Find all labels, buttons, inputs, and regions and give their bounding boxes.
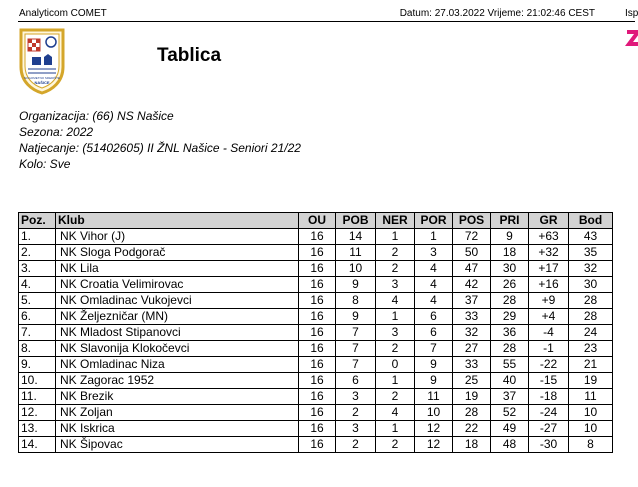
cell-draws: 2 [376,437,415,453]
column-header-played: OU [299,213,336,229]
cell-club: NK Zoljan [56,405,299,421]
cell-wins: 6 [336,373,376,389]
cell-club: NK Zagorac 1952 [56,373,299,389]
print-datetime: Datum: 27.03.2022 Vrijeme: 21:02:46 CEST [399,8,595,19]
table-row [19,309,613,325]
cell-goal-diff: +16 [529,277,569,293]
round-line: Kolo: Sve [19,157,71,171]
cell-draws: 1 [376,309,415,325]
column-header-losses: POR [415,213,453,229]
cell-wins: 11 [336,245,376,261]
cell-club: NK Brezik [56,389,299,405]
cell-losses: 12 [415,421,453,437]
cell-played: 16 [299,373,336,389]
cell-losses: 6 [415,309,453,325]
cell-losses: 10 [415,405,453,421]
cell-goal-diff: -18 [529,389,569,405]
cell-goal-diff: +63 [529,229,569,245]
cell-wins: 7 [336,325,376,341]
cell-draws: 3 [376,277,415,293]
cell-draws: 2 [376,389,415,405]
cell-club: NK Slavonija Klokočevci [56,341,299,357]
table-row [19,437,613,453]
cell-goals-for: 47 [453,261,491,277]
cell-points: 8 [569,437,613,453]
cell-position: 10. [19,373,56,389]
column-header-wins: POB [336,213,376,229]
cell-position: 2. [19,245,56,261]
corner-accent-icon [626,30,635,62]
table-row [19,341,613,357]
cell-goals-for: 19 [453,389,491,405]
table-row [19,293,613,309]
cell-position: 4. [19,277,56,293]
cell-wins: 9 [336,277,376,293]
cell-points: 11 [569,389,613,405]
cell-points: 23 [569,341,613,357]
table-row [19,325,613,341]
cell-goals-against: 28 [491,341,529,357]
cell-wins: 2 [336,405,376,421]
cell-draws: 4 [376,293,415,309]
app-name: Analyticom COMET [19,8,107,19]
cell-draws: 2 [376,341,415,357]
competition-info [19,108,301,172]
cell-goals-against: 48 [491,437,529,453]
table-row [19,405,613,421]
cell-played: 16 [299,293,336,309]
cell-goal-diff: -1 [529,341,569,357]
cell-goals-against: 52 [491,405,529,421]
cell-goals-for: 33 [453,357,491,373]
cell-losses: 12 [415,437,453,453]
cell-goals-for: 32 [453,325,491,341]
table-row [19,421,613,437]
cell-points: 21 [569,357,613,373]
cell-draws: 2 [376,261,415,277]
cell-goals-against: 49 [491,421,529,437]
cell-club: NK Sloga Podgorač [56,245,299,261]
table-row [19,261,613,277]
cell-goals-for: 33 [453,309,491,325]
cell-goals-against: 26 [491,277,529,293]
cell-losses: 7 [415,341,453,357]
svg-text:NOGOMETNO SREDIŠTE: NOGOMETNO SREDIŠTE [24,76,60,80]
cell-draws: 1 [376,229,415,245]
edge-text: Isp [625,8,638,19]
cell-losses: 4 [415,293,453,309]
column-header-club: Klub [56,213,299,229]
cell-goals-against: 30 [491,261,529,277]
cell-position: 12. [19,405,56,421]
cell-position: 6. [19,309,56,325]
table-row [19,245,613,261]
cell-club: NK Iskrica [56,421,299,437]
cell-played: 16 [299,245,336,261]
column-header-points: Bod [569,213,613,229]
cell-points: 28 [569,309,613,325]
cell-wins: 14 [336,229,376,245]
cell-played: 16 [299,437,336,453]
table-row [19,389,613,405]
cell-played: 16 [299,389,336,405]
cell-goals-for: 37 [453,293,491,309]
cell-goal-diff: -30 [529,437,569,453]
table-row [19,229,613,245]
cell-points: 35 [569,245,613,261]
cell-club: NK Lila [56,261,299,277]
column-header-goal-diff: GR [529,213,569,229]
header-rule [18,21,635,22]
cell-goals-for: 25 [453,373,491,389]
cell-wins: 8 [336,293,376,309]
cell-goal-diff: +17 [529,261,569,277]
cell-points: 30 [569,277,613,293]
table-row [19,373,613,389]
cell-losses: 11 [415,389,453,405]
cell-played: 16 [299,357,336,373]
column-header-draws: NER [376,213,415,229]
cell-played: 16 [299,405,336,421]
cell-club: NK Vihor (J) [56,229,299,245]
cell-goal-diff: -4 [529,325,569,341]
cell-goals-for: 28 [453,405,491,421]
cell-wins: 3 [336,389,376,405]
cell-wins: 7 [336,341,376,357]
cell-losses: 1 [415,229,453,245]
cell-club: NK Šipovac [56,437,299,453]
cell-goals-against: 40 [491,373,529,389]
cell-wins: 7 [336,357,376,373]
cell-points: 19 [569,373,613,389]
cell-played: 16 [299,325,336,341]
cell-played: 16 [299,341,336,357]
cell-draws: 0 [376,357,415,373]
cell-goals-against: 18 [491,245,529,261]
cell-wins: 2 [336,437,376,453]
cell-losses: 9 [415,373,453,389]
cell-goals-against: 28 [491,293,529,309]
column-header-position: Poz. [19,213,56,229]
cell-goals-against: 9 [491,229,529,245]
cell-wins: 10 [336,261,376,277]
svg-text:NAŠICE: NAŠICE [34,80,50,85]
cell-losses: 6 [415,325,453,341]
cell-goal-diff: +9 [529,293,569,309]
cell-position: 5. [19,293,56,309]
cell-goals-against: 29 [491,309,529,325]
cell-goals-against: 55 [491,357,529,373]
cell-position: 3. [19,261,56,277]
cell-draws: 1 [376,421,415,437]
cell-position: 11. [19,389,56,405]
cell-goals-against: 37 [491,389,529,405]
table-row [19,357,613,373]
cell-played: 16 [299,229,336,245]
cell-goal-diff: -27 [529,421,569,437]
cell-position: 13. [19,421,56,437]
cell-played: 16 [299,421,336,437]
cell-goal-diff: -24 [529,405,569,421]
cell-goals-for: 50 [453,245,491,261]
cell-goals-against: 36 [491,325,529,341]
club-crest-logo [18,27,66,95]
cell-points: 32 [569,261,613,277]
cell-draws: 3 [376,325,415,341]
cell-position: 14. [19,437,56,453]
column-header-goals-for: POS [453,213,491,229]
cell-points: 10 [569,421,613,437]
cell-goals-for: 72 [453,229,491,245]
cell-position: 9. [19,357,56,373]
cell-losses: 4 [415,261,453,277]
table-row [19,277,613,293]
cell-wins: 9 [336,309,376,325]
cell-club: NK Croatia Velimirovac [56,277,299,293]
cell-position: 8. [19,341,56,357]
table-body [19,229,613,453]
cell-losses: 3 [415,245,453,261]
cell-points: 24 [569,325,613,341]
cell-played: 16 [299,261,336,277]
competition-line: Natjecanje: (51402605) II ŽNL Našice - Seniori 21/22 [19,141,301,155]
cell-points: 43 [569,229,613,245]
cell-goals-for: 42 [453,277,491,293]
page-title: Tablica [157,45,222,66]
cell-goal-diff: -22 [529,357,569,373]
cell-position: 1. [19,229,56,245]
cell-draws: 4 [376,405,415,421]
cell-position: 7. [19,325,56,341]
cell-goal-diff: +4 [529,309,569,325]
cell-played: 16 [299,277,336,293]
organization-line: Organizacija: (66) NS Našice [19,109,174,123]
cell-draws: 1 [376,373,415,389]
cell-points: 10 [569,405,613,421]
cell-wins: 3 [336,421,376,437]
cell-goals-for: 18 [453,437,491,453]
table-header-row [19,213,613,229]
cell-goals-for: 22 [453,421,491,437]
cell-played: 16 [299,309,336,325]
season-line: Sezona: 2022 [19,125,94,139]
cell-club: NK Željezničar (MN) [56,309,299,325]
standings-table [18,212,613,453]
cell-club: NK Omladinac Vukojevci [56,293,299,309]
cell-club: NK Omladinac Niza [56,357,299,373]
cell-goal-diff: -15 [529,373,569,389]
cell-club: NK Mladost Stipanovci [56,325,299,341]
column-header-goals-against: PRI [491,213,529,229]
cell-points: 28 [569,293,613,309]
cell-losses: 9 [415,357,453,373]
cell-goals-for: 27 [453,341,491,357]
cell-draws: 2 [376,245,415,261]
cell-goal-diff: +32 [529,245,569,261]
cell-losses: 4 [415,277,453,293]
